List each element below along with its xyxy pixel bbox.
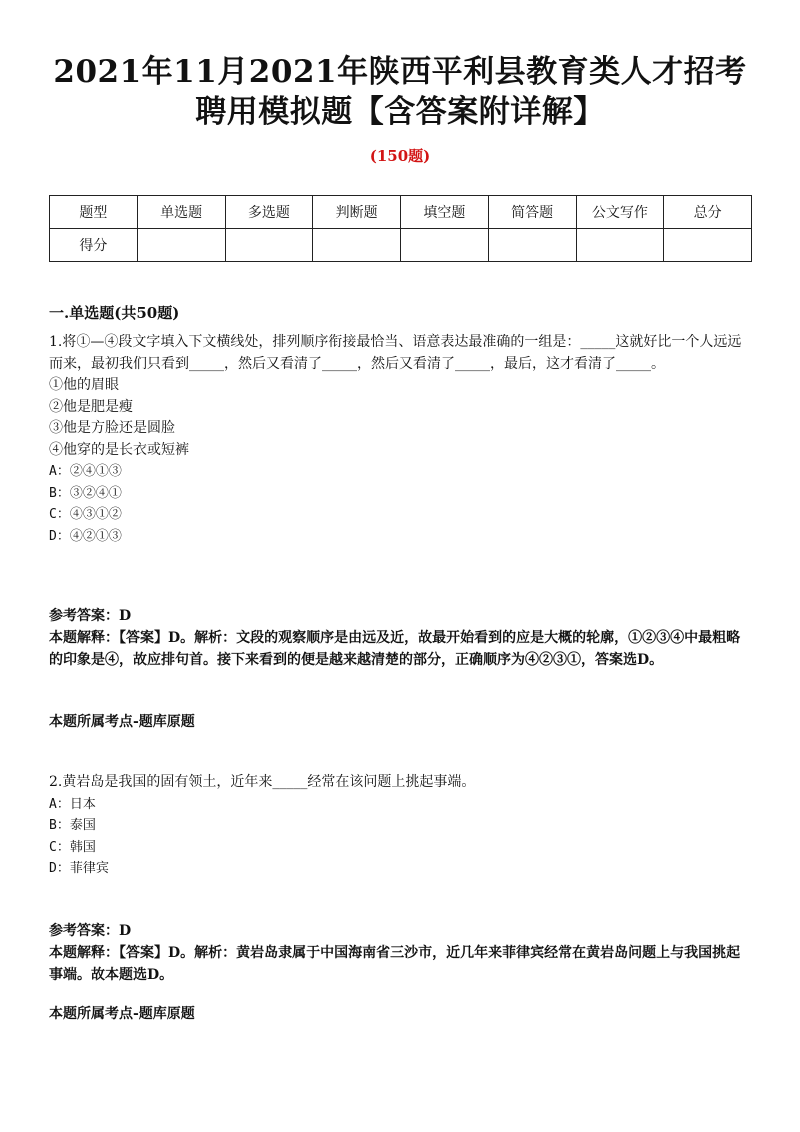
answer-block-2: [49, 920, 754, 986]
score-cell: [225, 229, 313, 262]
document-title-line1: 2021年11月2021年陕西平利县教育类人才招考: [53, 54, 747, 90]
question-2: [49, 772, 754, 880]
question-count: (150题): [369, 147, 431, 165]
question-item: ③他是方脸还是圆脸: [49, 420, 175, 436]
document-title-line2: 聘用模拟题【含答案附详解】: [195, 94, 605, 130]
score-header-cell: 判断题: [313, 196, 401, 229]
topic-note: 本题所属考点-题库原题: [49, 714, 195, 730]
section-title: 一.单选题(共50题): [49, 304, 180, 322]
question-stem: 1.将①—④段文字填入下文横线处，排列顺序衔接最恰当、语意表达最准确的一组是：_____这就好比一个人远远而来，最初我们只看到_____，然后又看清了_____，然后又看清了_____，最后，这才看清了_____。: [49, 334, 742, 372]
answer-option: A：日本: [49, 796, 96, 812]
score-table-header-row: [50, 196, 752, 229]
score-cell: [488, 229, 576, 262]
topic-note: 本题所属考点-题库原题: [49, 1006, 195, 1022]
score-header-cell: 总分: [664, 196, 752, 229]
answer-option: A：②④①③: [49, 464, 122, 479]
score-header-cell: 公文写作: [576, 196, 664, 229]
score-table: [49, 195, 752, 262]
reference-answer: 参考答案：D: [49, 608, 132, 624]
score-header-cell: 多选题: [225, 196, 313, 229]
score-row-label: 得分: [50, 229, 138, 262]
score-header-cell: 题型: [50, 196, 138, 229]
answer-block-1: [49, 605, 754, 671]
answer-option: D：④②①③: [49, 528, 122, 544]
score-cell: [664, 229, 752, 262]
score-cell: [576, 229, 664, 262]
score-header-cell: 单选题: [137, 196, 225, 229]
reference-answer: 参考答案：D: [49, 923, 132, 939]
question-stem: 2.黄岩岛是我国的固有领土，近年来_____经常在该问题上挑起事端。: [49, 774, 476, 790]
answer-option: D：菲律宾: [49, 861, 109, 876]
question-item: ①他的眉眼: [49, 377, 119, 393]
answer-option: C：韩国: [49, 839, 96, 855]
score-header-cell: 填空题: [401, 196, 489, 229]
answer-option: B：③②④①: [49, 485, 122, 501]
score-table-score-row: [50, 229, 752, 262]
answer-option: B：泰国: [49, 818, 96, 833]
score-cell: [137, 229, 225, 262]
explanation: 本题解释：【答案】D。解析：文段的观察顺序是由远及近，故最开始看到的应是大概的轮廓，①②③④中最粗略的印象是④，故应排句首。接下来看到的便是越来越清楚的部分，正确顺序为④②③①，答案选D。: [49, 630, 741, 668]
question-item: ④他穿的是长衣或短裤: [49, 441, 189, 458]
question-item: ②他是肥是瘦: [49, 398, 133, 415]
score-header-cell: 简答题: [488, 196, 576, 229]
score-cell: [401, 229, 489, 262]
score-cell: [313, 229, 401, 262]
question-1: [49, 332, 754, 547]
explanation: 本题解释：【答案】D。解析：黄岩岛隶属于中国海南省三沙市，近几年来菲律宾经常在黄岩岛问题上与我国挑起事端。故本题选D。: [49, 945, 741, 983]
answer-option: C：④③①②: [49, 507, 122, 522]
